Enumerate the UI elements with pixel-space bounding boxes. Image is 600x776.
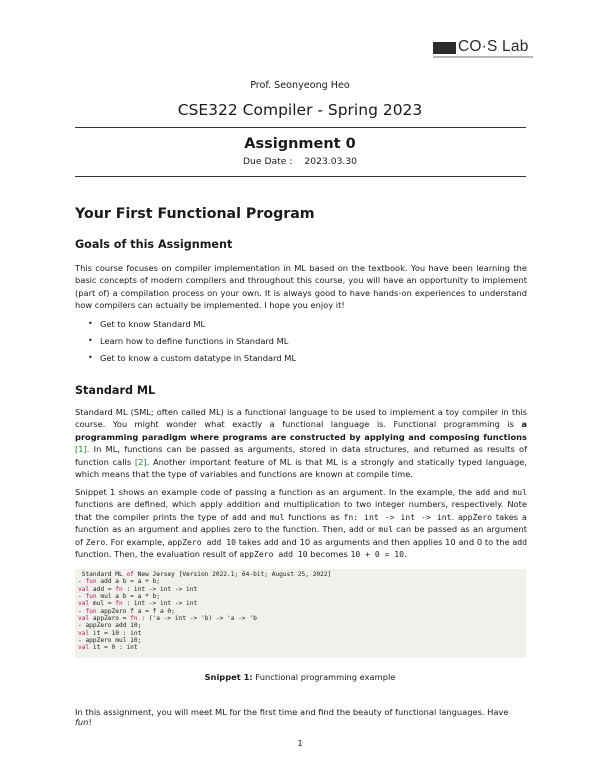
code-text: it = 0 : int <box>89 644 138 652</box>
text-run: . Another important feature of ML is that ML is a strongly and statically typed language, which means that the type of variables and functions are known at compile time. <box>75 456 528 480</box>
goals-list <box>75 318 296 369</box>
code-keyword: fn <box>115 600 123 608</box>
inline-code: mul <box>269 511 285 522</box>
code-text: - appZero mul 10; <box>78 637 142 645</box>
code-line <box>75 600 526 607</box>
title-rule-top <box>75 127 526 128</box>
code-text: - <box>78 607 86 615</box>
section-title: Your First Functional Program <box>75 206 315 222</box>
citation-link-2[interactable]: [2] <box>134 456 147 467</box>
inline-code: add <box>263 536 279 547</box>
lab-logo <box>433 40 533 64</box>
code-text: add = <box>89 585 116 593</box>
inline-code: appZero add 10 <box>239 549 308 560</box>
goal-text: Get to know Standard ML <box>100 319 206 329</box>
bullet-icon: • <box>88 353 93 362</box>
text-run: Standard ML (SML; often called ML) is a functional language to be used to implement a toy compiler in this course. You might wonder what exactly a functional language is. Functional programming is <box>75 407 527 430</box>
course-title: CSE322 Compiler - Spring 2023 <box>177 101 423 119</box>
code-line <box>75 637 526 644</box>
inline-code: mul <box>512 487 527 497</box>
inline-code: appZero add 10 <box>167 536 236 547</box>
code-text: appZero = <box>89 615 131 623</box>
inline-code: mul <box>378 524 393 535</box>
text-run: Snippet 1 shows an example code of passing a function as an argument. In the example, the <box>75 487 476 497</box>
bullet-icon: • <box>88 319 93 328</box>
inline-code: appZero <box>457 511 493 522</box>
code-line <box>75 586 526 593</box>
code-text: - <box>78 593 86 601</box>
inline-code: fn: int -> int -> int <box>343 511 452 522</box>
text-run: . <box>451 511 458 522</box>
code-line <box>75 571 526 578</box>
code-text: appZero f a = f a 0; <box>96 607 175 615</box>
lab-logo-subtitle-bar <box>433 56 533 58</box>
assignment-title: Assignment 0 <box>244 136 356 152</box>
lab-logo-text: CO·S Lab <box>458 38 529 55</box>
goal-text: Get to know a custom datatype in Standard ML <box>100 353 297 363</box>
goals-paragraph: This course focuses on compiler implementation in ML based on the textbook. You have been learning the basic concepts of modern compilers and throughout this course, you will have an opportunity to implement (part of) a compilation process on your own. It is always good to have hands-on experiences to understand how compilers can actually be implemented. I hope you enjoy it! <box>75 263 527 311</box>
text-run: can be passed as an argument of <box>75 524 527 547</box>
code-keyword: fn <box>115 585 123 593</box>
text-run: and 10 as arguments and then applies 10 and 0 to the <box>278 536 513 547</box>
text-run: takes a function as an argument and applies zero to the function. Then, <box>75 511 527 535</box>
code-keyword: of <box>126 571 134 578</box>
inline-code: add <box>475 487 491 497</box>
code-snippet <box>75 569 526 658</box>
text-run: functions as <box>284 511 344 522</box>
code-keyword: val <box>78 615 90 623</box>
code-text: : int -> int -> int <box>122 600 198 608</box>
list-item <box>75 352 296 369</box>
code-text: : int -> int -> int <box>122 585 198 593</box>
code-keyword: fun <box>85 607 97 615</box>
closing-paragraph <box>75 707 527 727</box>
standard-ml-paragraph-2 <box>75 486 527 560</box>
lab-logo-mark <box>433 42 456 54</box>
page-number: 1 <box>297 738 303 748</box>
citation-link-1[interactable]: [1] <box>75 444 87 455</box>
emphasis: fun <box>75 717 89 727</box>
standard-ml-paragraph-1 <box>75 406 527 480</box>
inline-code: add <box>348 524 364 535</box>
caption-text: Functional programming example <box>252 672 396 682</box>
code-keyword: val <box>78 585 90 593</box>
code-keyword: val <box>78 600 90 608</box>
text-run: . In ML, functions can be passed as arguments, stored in data structures, and returned as results of function calls <box>75 444 527 467</box>
code-text: Standard ML <box>78 571 127 578</box>
code-line <box>75 622 526 629</box>
code-line <box>75 593 526 600</box>
text-run: . <box>404 549 407 560</box>
code-line <box>75 615 526 622</box>
bullet-icon: • <box>88 336 93 345</box>
code-line <box>75 644 526 651</box>
list-item <box>75 318 296 335</box>
code-text: mul = <box>89 600 116 608</box>
goals-heading: Goals of this Assignment <box>75 238 233 251</box>
inline-code: Zero <box>85 536 106 547</box>
text-run: In this assignment, you will meet ML for the first time and find the beauty of functional languages. Have <box>75 707 509 717</box>
goal-text: Learn how to define functions in Standard ML <box>100 336 289 346</box>
text-run: function. Then, the evaluation result of <box>75 549 240 560</box>
code-keyword: fun <box>85 578 97 586</box>
code-keyword: fn <box>130 615 138 623</box>
code-text: : ('a -> int -> 'b) -> 'a -> 'b <box>137 615 257 623</box>
code-line <box>75 608 526 615</box>
text-run: becomes <box>307 549 351 560</box>
due-date-label: Due Date : <box>242 156 293 167</box>
code-line <box>75 578 526 585</box>
inline-code: add <box>512 536 527 547</box>
code-text: - <box>78 578 86 586</box>
list-item <box>75 335 296 352</box>
text-run: . For example, <box>105 536 168 547</box>
text-run: and <box>490 487 513 497</box>
code-keyword: val <box>78 629 90 637</box>
bold-definition: a programming paradigm where programs are constructed by applying and composing functions <box>75 419 527 442</box>
caption-label: Snippet 1: <box>204 672 253 682</box>
due-date-line <box>0 156 600 167</box>
due-date-value: 2023.03.30 <box>304 156 358 167</box>
code-text: New Jersey [Version 2022.1; 64-bit; August 25, 2022] <box>133 571 332 578</box>
inline-code: add <box>232 511 247 522</box>
title-rule-bottom <box>75 176 526 177</box>
text-run: takes <box>236 536 264 547</box>
code-keyword: fun <box>85 593 97 601</box>
snippet-caption <box>0 672 600 682</box>
text-run: and <box>246 511 270 522</box>
code-text: - appZero add 10; <box>78 622 142 630</box>
code-line <box>75 630 526 637</box>
code-text: it = 10 : int <box>89 629 142 637</box>
code-text: mul a b = a * b; <box>96 593 160 601</box>
code-keyword: val <box>78 644 90 652</box>
text-run: functions are defined, which apply addition and multiplication to two integer numbers, respectively. Note that the compiler prints the type of <box>75 499 527 522</box>
text-run: or <box>363 524 379 535</box>
text-run: ! <box>88 717 92 727</box>
code-text: add a b = a + b; <box>96 578 160 586</box>
professor-name: Prof. Seonyeong Heo <box>250 80 350 91</box>
standard-ml-heading: Standard ML <box>75 384 156 397</box>
inline-code: 10 + 0 = 10 <box>350 549 405 560</box>
